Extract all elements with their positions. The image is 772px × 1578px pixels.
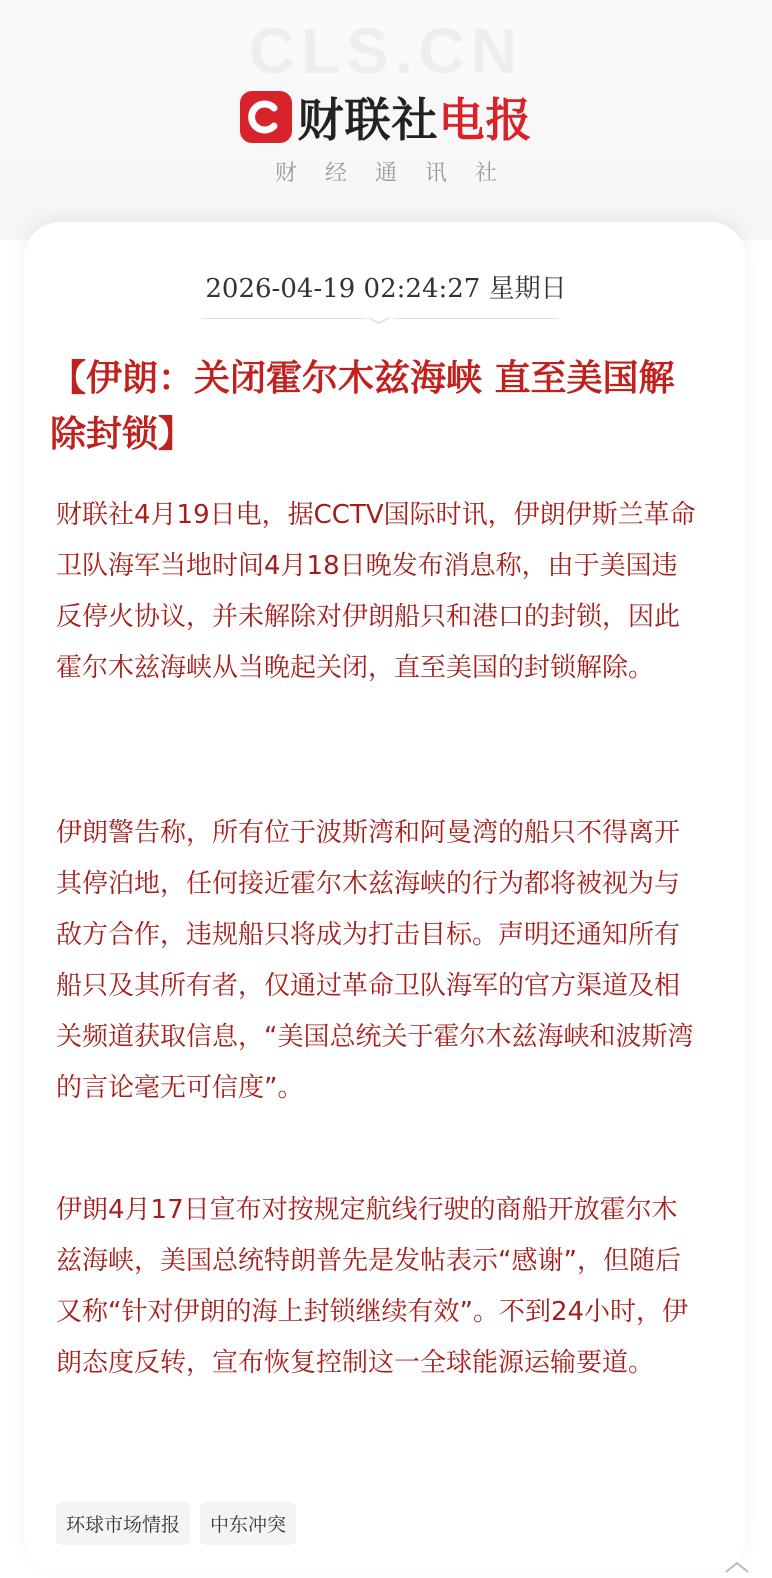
brand-name: 财联社	[297, 93, 439, 147]
brand-mark-icon	[240, 91, 292, 143]
brand-c-icon	[240, 91, 292, 143]
article-paragraph: 伊朗警告称，所有位于波斯湾和阿曼湾的船只不得离开其停泊地，任何接近霍尔木兹海峡的行为都将被视为与敌方合作，违规船只将成为打击目标。声明还通知所有船只及其所有者，仅通过革命卫队海军的官方渠道及相关频道获取信息，“美国总统关于霍尔木兹海峡和波斯湾的言论毫无可信度”。	[56, 818, 694, 1103]
brand-subtitle: 财经通讯社	[274, 161, 525, 186]
article-title: 【伊朗：关闭霍尔木兹海峡 直至美国解除封锁】	[50, 357, 675, 455]
tag-item[interactable]: 环球市场情报	[56, 1502, 190, 1545]
brand-name-highlight: 电报	[438, 93, 533, 147]
date-divider-right	[394, 318, 558, 319]
article-paragraph: 伊朗4月17日宣布对按规定航线行驶的商船开放霍尔木兹海峡，美国总统特朗普先是发帖表示“感谢”，但随后又称“针对伊朗的海上封锁继续有效”。不到24小时，伊朗态度反转，宣布恢复控制这一全球能源运输要道。	[56, 1195, 689, 1378]
watermark: CLS.CN	[248, 15, 524, 87]
brand-logo	[0, 84, 772, 150]
article-paragraph: 财联社4月19日电，据CCTV国际时讯，伊朗伊斯兰革命卫队海军当地时间4月18日晚发布消息称，由于美国违反停火协议，并未解除对伊朗船只和港口的封锁，因此霍尔木兹海峡从当晚起关闭，直至美国的封锁解除。	[56, 500, 696, 683]
tag-item[interactable]: 中东冲突	[200, 1502, 296, 1545]
date-divider-left	[202, 318, 366, 319]
article-datetime: 2026-04-19 02:24:27 星期日	[205, 274, 567, 304]
caret-down-icon	[368, 310, 390, 324]
expand-arrow-icon[interactable]	[724, 1560, 750, 1574]
tag-list	[56, 1502, 296, 1545]
